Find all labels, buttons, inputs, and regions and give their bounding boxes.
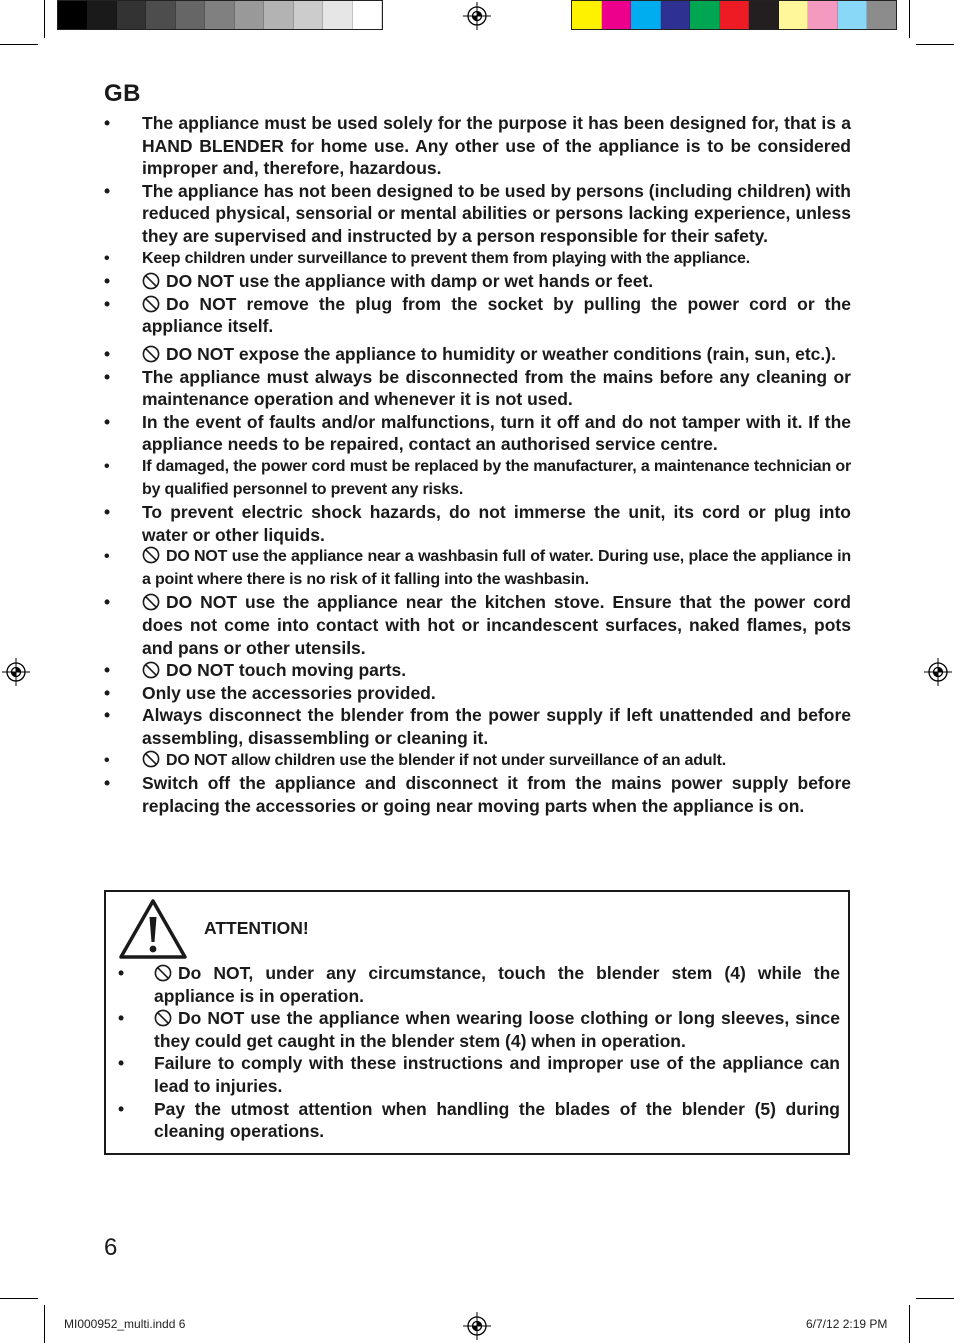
- warning-text: Do NOT remove the plug from the socket by pulling the power cord or the appliance itself.: [142, 293, 851, 337]
- warning-text: DO NOT use the appliance with damp or wet hands or feet.: [166, 271, 654, 292]
- prohibited-icon: [142, 750, 160, 768]
- bullet: •: [104, 249, 110, 267]
- bullet: •: [104, 502, 111, 523]
- crop-mark: [0, 1298, 38, 1299]
- crop-mark: [909, 1305, 910, 1343]
- warning-item: [104, 704, 851, 749]
- bullet: •: [104, 293, 111, 314]
- crop-mark: [44, 0, 45, 38]
- prohibited-icon: [154, 1009, 172, 1027]
- grayscale-color-bar: [57, 0, 383, 30]
- warning-triangle-icon: [118, 898, 188, 960]
- warning-text: Do NOT use the appliance when wearing loose clothing or long sleeves, since they could get caught in the blender stem (4) when in operation.: [154, 1008, 840, 1051]
- warning-item: [104, 248, 851, 271]
- warning-text: Failure to comply with these instructions and improper use of the appliance can lead to injuries.: [154, 1053, 840, 1096]
- warning-item: [104, 112, 851, 180]
- warning-item: [104, 682, 851, 705]
- color-swatch: [808, 1, 838, 29]
- attention-title: ATTENTION!: [204, 918, 309, 938]
- attention-list: [118, 962, 840, 1143]
- bullet: •: [104, 366, 111, 387]
- warning-text: DO NOT touch moving parts.: [166, 660, 407, 681]
- slug-file-info: MI000952_multi.indd 6: [64, 1317, 186, 1331]
- color-swatch: [749, 1, 779, 29]
- warning-text: Keep children under surveillance to prevent them from playing with the appliance.: [142, 249, 750, 267]
- bullet: •: [104, 705, 111, 726]
- crop-mark: [909, 0, 910, 38]
- bullet: •: [104, 592, 111, 613]
- color-swatch: [572, 1, 602, 29]
- prohibited-icon: [142, 272, 160, 290]
- process-color-bar: [571, 0, 897, 30]
- warning-text: DO NOT expose the appliance to humidity or weather conditions (rain, sun, etc.).: [166, 343, 836, 364]
- warning-text: The appliance must always be disconnected from the mains before any cleaning or maintenance operation and whenever it is not used.: [142, 366, 851, 410]
- prohibited-icon: [154, 964, 172, 982]
- slug-date-info: 6/7/12 2:19 PM: [806, 1317, 888, 1331]
- color-swatch: [867, 1, 896, 29]
- bullet: •: [118, 1008, 125, 1029]
- color-swatch: [117, 1, 146, 29]
- color-swatch: [661, 1, 691, 29]
- bullet: •: [104, 548, 110, 566]
- bullet: •: [104, 682, 111, 703]
- warning-text: Pay the utmost attention when handling the blades of the blender (5) during cleaning operations.: [154, 1098, 840, 1142]
- warning-text: Do NOT, under any circumstance, touch the blender stem (4) while the appliance is in operation.: [154, 963, 840, 1006]
- registration-mark-icon: [924, 658, 952, 686]
- prohibited-icon: [142, 345, 160, 363]
- bullet: •: [104, 271, 111, 292]
- color-swatch: [87, 1, 116, 29]
- warning-text: Always disconnect the blender from the power supply if left unattended and before assembling, disassembling or cleaning it.: [142, 705, 851, 749]
- registration-mark-icon: [463, 2, 491, 30]
- bullet: •: [104, 343, 111, 364]
- prohibition-warning-item: [104, 343, 851, 366]
- color-swatch: [690, 1, 720, 29]
- color-swatch: [294, 1, 323, 29]
- prohibition-warning-item: [104, 546, 851, 591]
- color-swatch: [838, 1, 868, 29]
- crop-mark: [916, 44, 954, 45]
- warning-item: [104, 411, 851, 456]
- warning-text: DO NOT use the appliance near a washbasin full of water. During use, place the appliance in a point where there is no risk of it falling into the washbasin.: [142, 548, 851, 588]
- attention-box: [104, 890, 850, 1155]
- prohibited-icon: [142, 546, 160, 564]
- warning-item: [104, 180, 851, 248]
- crop-mark: [916, 1298, 954, 1299]
- prohibition-warning-item: [104, 659, 851, 682]
- warning-item: [104, 366, 851, 411]
- bullet: •: [104, 113, 111, 133]
- registration-mark-icon: [463, 1312, 491, 1340]
- color-swatch: [264, 1, 293, 29]
- prohibited-icon: [142, 661, 160, 679]
- prohibition-warning-item: [104, 293, 851, 338]
- bullet: •: [104, 411, 111, 432]
- prohibition-warning-item: [104, 270, 851, 293]
- bullet: •: [104, 751, 110, 769]
- registration-mark-icon: [2, 658, 30, 686]
- bullet: •: [104, 773, 111, 794]
- warning-text: DO NOT use the appliance near the kitchen stove. Ensure that the power cord does not come into contact with hot or incandescent surfaces, naked flames, pots and pans or other utensils.: [142, 592, 851, 658]
- prohibition-warning-item: [118, 962, 840, 1007]
- color-swatch: [353, 1, 382, 29]
- bullet: •: [104, 457, 110, 475]
- safety-warnings-list: [104, 112, 851, 817]
- warning-text: To prevent electric shock hazards, do not immerse the unit, its cord or plug into water or other liquids.: [142, 502, 851, 545]
- warning-item: [104, 501, 851, 546]
- warning-item: [104, 772, 851, 817]
- warning-text: Only use the accessories provided.: [142, 682, 436, 703]
- color-swatch: [779, 1, 809, 29]
- color-swatch: [602, 1, 632, 29]
- warning-text: In the event of faults and/or malfunctions, turn it off and do not tamper with it. If the appliance needs to be repaired, contact an authorised service centre.: [142, 411, 851, 455]
- warning-text: If damaged, the power cord must be replaced by the manufacturer, a maintenance technician or by qualified personnel to prevent any risks.: [142, 457, 851, 498]
- color-swatch: [631, 1, 661, 29]
- bullet: •: [118, 1098, 125, 1119]
- prohibited-icon: [142, 593, 160, 611]
- prohibition-warning-item: [104, 591, 851, 659]
- crop-mark: [0, 44, 38, 45]
- page-number: 6: [104, 1234, 118, 1261]
- bullet: •: [118, 1053, 125, 1074]
- language-code-heading: GB: [104, 80, 141, 107]
- color-swatch: [58, 1, 87, 29]
- warning-item: [104, 456, 851, 501]
- prohibition-warning-item: [104, 750, 851, 773]
- bullet: •: [118, 963, 125, 983]
- color-swatch: [176, 1, 205, 29]
- color-swatch: [323, 1, 352, 29]
- bullet: •: [104, 660, 111, 681]
- warning-item: [118, 1098, 840, 1143]
- warning-text: The appliance has not been designed to be used by persons (including children) with reduced physical, sensorial or mental abilities or persons lacking experience, unless they are supervised and instructed by a person responsible for their safety.: [142, 180, 851, 246]
- color-swatch: [146, 1, 175, 29]
- color-swatch: [720, 1, 750, 29]
- warning-text: The appliance must be used solely for the purpose it has been designed for, that is a HAND BLENDER for home use. Any other use of the appliance is to be considered improper and, therefore, hazardous.: [142, 113, 851, 179]
- warning-text: DO NOT allow children use the blender if not under surveillance of an adult.: [166, 751, 726, 769]
- warning-item: [118, 1052, 840, 1097]
- prohibition-warning-item: [118, 1007, 840, 1052]
- color-swatch: [235, 1, 264, 29]
- crop-mark: [44, 1305, 45, 1343]
- prohibited-icon: [142, 295, 160, 313]
- color-swatch: [205, 1, 234, 29]
- warning-text: Switch off the appliance and disconnect it from the mains power supply before replacing the accessories or going near moving parts when the appliance is on.: [142, 773, 851, 816]
- bullet: •: [104, 180, 111, 201]
